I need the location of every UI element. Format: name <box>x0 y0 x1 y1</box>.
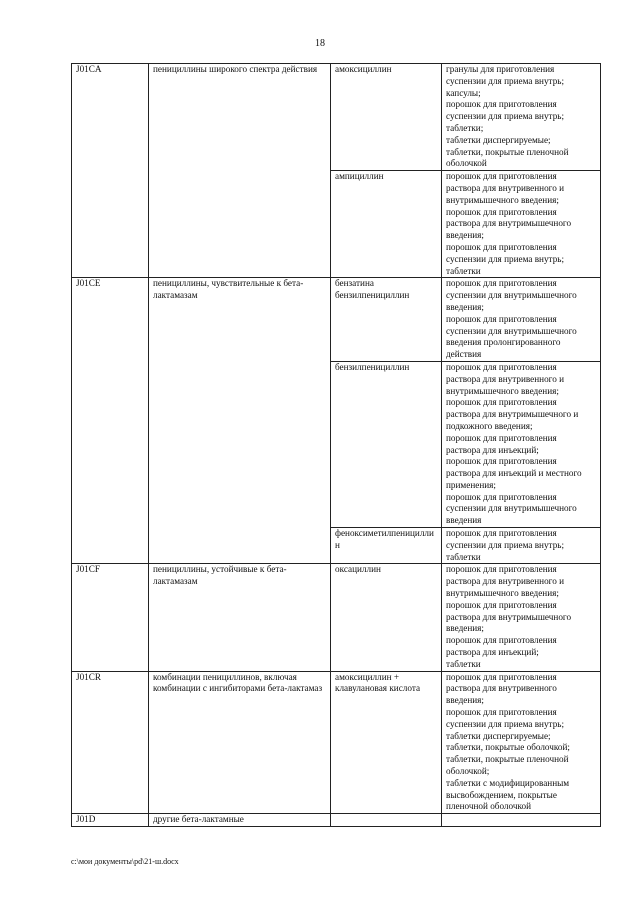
drug-name-cell: оксациллин <box>331 564 442 671</box>
drug-name-cell: ампициллин <box>331 171 442 278</box>
dosage-forms-cell <box>442 564 601 671</box>
dosage-forms-cell <box>442 814 601 827</box>
drug-name-cell: бензилпенициллин <box>331 361 442 527</box>
dosage-form-line: раствора для внутривенного <box>446 683 557 694</box>
dosage-forms-cell <box>442 64 601 171</box>
dosage-form-line: введения <box>446 515 482 526</box>
atc-code-cell: J01CF <box>72 564 149 671</box>
dosage-form-line: введения; <box>446 301 484 312</box>
dosage-form-line: внутримышечного введения; <box>446 194 559 205</box>
dosage-form-line: таблетки, покрытые пленочной <box>446 146 569 157</box>
dosage-form-line: оболочкой <box>446 158 487 169</box>
dosage-forms-cell <box>442 171 601 278</box>
table-row <box>72 814 601 827</box>
dosage-form-line: порошок для приготовления <box>446 313 557 324</box>
dosage-form-line: порошок для приготовления <box>446 99 557 110</box>
dosage-form-line: введения; <box>446 623 484 634</box>
dosage-form-line: таблетки, покрытые оболочкой; <box>446 742 570 753</box>
table-row <box>72 278 601 362</box>
dosage-form-line: суспензии для внутримышечного <box>446 325 577 336</box>
group-name-cell: пенициллины, чувствительные к бета-лактамазам <box>149 278 331 564</box>
dosage-form-line: суспензии для приема внутрь; <box>446 75 565 86</box>
drug-name-cell: амоксициллин <box>331 64 442 171</box>
dosage-form-line: подкожного введения; <box>446 420 533 431</box>
dosage-form-line: порошок для приготовления <box>446 432 557 443</box>
dosage-form-line: порошок для приготовления <box>446 206 557 217</box>
dosage-form-line: раствора для внутривенного и <box>446 576 565 587</box>
group-name-cell: пенициллины широкого спектра действия <box>149 64 331 278</box>
dosage-form-line: раствора для внутримышечного <box>446 611 572 622</box>
drug-name-cell: феноксиметилпенициллин <box>331 528 442 564</box>
dosage-form-line: высвобождением, покрытые <box>446 789 557 800</box>
dosage-form-line: порошок для приготовления <box>446 171 557 182</box>
dosage-form-line: раствора для инъекций и местного <box>446 468 582 479</box>
dosage-form-line: внутримышечного введения; <box>446 385 559 396</box>
dosage-form-line: введения пролонгированного <box>446 337 561 348</box>
dosage-form-line: пленочной оболочкой <box>446 801 532 812</box>
dosage-form-line: гранулы для приготовления <box>446 64 555 74</box>
dosage-form-line: раствора для внутривенного и <box>446 182 565 193</box>
table-row <box>72 671 601 814</box>
dosage-form-line: применения; <box>446 479 496 490</box>
dosage-form-line: капсулы; <box>446 87 481 98</box>
dosage-form-line: таблетки <box>446 551 481 562</box>
dosage-form-line: оболочкой; <box>446 766 490 777</box>
atc-code-cell: J01CA <box>72 64 149 278</box>
dosage-form-line: порошок для приготовления <box>446 278 557 289</box>
dosage-form-line: порошок для приготовления <box>446 599 557 610</box>
dosage-form-line: раствора для инъекций; <box>446 444 539 455</box>
dosage-form-line: суспензии для приема внутрь; <box>446 718 565 729</box>
dosage-form-line: суспензии для приема внутрь; <box>446 539 565 550</box>
dosage-form-line: раствора для внутримышечного <box>446 218 572 229</box>
dosage-form-line: введения; <box>446 695 484 706</box>
dosage-form-line: таблетки; <box>446 122 484 133</box>
dosage-form-line: таблетки с модифицированным <box>446 777 570 788</box>
group-name-cell: пенициллины, устойчивые к бета-лактамазам <box>149 564 331 671</box>
dosage-forms-cell <box>442 361 601 527</box>
dosage-form-line: порошок для приготовления <box>446 361 557 372</box>
dosage-form-line: таблетки, покрытые пленочной <box>446 754 569 765</box>
dosage-form-line: раствора для внутривенного и <box>446 373 565 384</box>
dosage-form-line: суспензии для приема внутрь; <box>446 111 565 122</box>
atc-code-cell: J01D <box>72 814 149 827</box>
table-row <box>72 64 601 171</box>
dosage-form-line: введения; <box>446 230 484 241</box>
dosage-form-line: порошок для приготовления <box>446 528 557 539</box>
dosage-form-line: внутримышечного введения; <box>446 588 559 599</box>
group-name-cell: комбинации пенициллинов, включая комбинации с ингибиторами бета-лактамаз <box>149 671 331 814</box>
atc-code-cell: J01CE <box>72 278 149 564</box>
footer-path: c:\мои документы\pd\21-ш.docx <box>71 857 179 866</box>
drug-name-cell: амоксициллин + клавулановая кислота <box>331 671 442 814</box>
page-number: 18 <box>315 38 325 49</box>
table-row <box>72 564 601 671</box>
dosage-form-line: суспензии для внутримышечного <box>446 290 577 301</box>
table-body <box>72 64 601 827</box>
drug-name-cell <box>331 814 442 827</box>
dosage-forms-cell <box>442 278 601 362</box>
dosage-form-line: порошок для приготовления <box>446 671 557 682</box>
dosage-form-line: порошок для приготовления <box>446 707 557 718</box>
dosage-form-line: раствора для инъекций; <box>446 647 539 658</box>
dosage-form-line: порошок для приготовления <box>446 456 557 467</box>
dosage-form-line: порошок для приготовления <box>446 564 557 575</box>
dosage-forms-cell <box>442 671 601 814</box>
dosage-form-line: порошок для приготовления <box>446 491 557 502</box>
dosage-form-line: таблетки <box>446 658 481 669</box>
atc-code-cell: J01CR <box>72 671 149 814</box>
dosage-forms-cell <box>442 528 601 564</box>
dosage-form-line: порошок для приготовления <box>446 635 557 646</box>
dosage-form-line: таблетки диспергируемые; <box>446 730 551 741</box>
dosage-form-line: порошок для приготовления <box>446 241 557 252</box>
dosage-form-line: суспензии для внутримышечного <box>446 503 577 514</box>
dosage-form-line: таблетки <box>446 265 481 276</box>
dosage-form-line: порошок для приготовления <box>446 397 557 408</box>
group-name-cell: другие бета-лактамные <box>149 814 331 827</box>
drug-table <box>71 63 601 827</box>
dosage-form-line: раствора для внутримышечного и <box>446 409 579 420</box>
dosage-form-line: таблетки диспергируемые; <box>446 134 551 145</box>
dosage-form-line: суспензии для приема внутрь; <box>446 253 565 264</box>
dosage-form-line: действия <box>446 349 482 360</box>
drug-name-cell: бензатина бензилпенициллин <box>331 278 442 362</box>
